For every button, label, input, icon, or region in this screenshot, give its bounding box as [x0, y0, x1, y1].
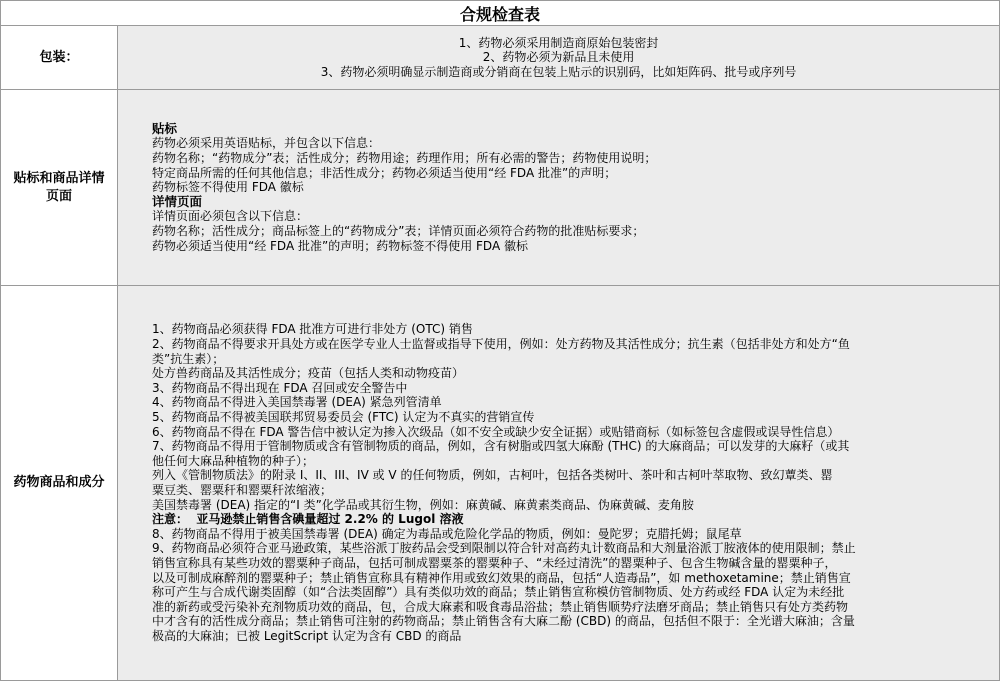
ingredients-line-4: 处方兽药商品及其活性成分；疫苗（包括人类和动物疫苗）	[152, 366, 465, 381]
ingredients-line-13: 美国禁毒署 (DEA) 指定的“I 类”化学品或其衍生物，例如：麻黄碱、麻黄素类商品、伪麻黄碱、麦角胺	[152, 497, 694, 512]
label-section-heading: 贴标	[152, 120, 178, 136]
ingredients-line-10: 他任何大麻品种植物的种子）；	[152, 453, 315, 468]
ingredients-line-1: 1、药物商品必须获得 FDA 批准方可进行非处方 (OTC) 销售	[152, 322, 473, 337]
ingredients-after-line-6: 准的新药或受污染补充剂物质功效的商品，包，合成大麻素和吸食毒品浴盐；禁止销售顺势疗法磨牙商品；禁止销售只有处方类药物	[152, 599, 849, 614]
label-line-3: 特定商品所需的任何其他信息；非活性成分；药物必须适当使用“经 FDA 批准”的声明；	[152, 165, 617, 180]
detail-line-2: 药物名称；活性成分；商品标签上的“药物成分”表；详情页面必须符合药物的批准贴标要求；	[152, 223, 645, 238]
packaging-row	[1, 26, 1000, 90]
label-line-2: 药物名称；“药物成分”表；活性成分；药物用途；药理作用；所有必需的警告；药物使用说明；	[152, 151, 657, 166]
ingredients-line-11: 列入《管制物质法》的附录 I、II、III、IV 或 V 的任何物质，例如，古柯叶，包括各类树叶、茶叶和古柯叶萃取物、致幻蕈类、罂	[152, 468, 833, 483]
ingredients-line-2: 2、药物商品不得要求开具处方或在医学专业人士监督或指导下使用，例如：处方药物及其活性成分；抗生素（包括非处方和处方“鱼	[152, 337, 850, 352]
ingredients-after-line-3: 销售宣称具有某些功效的罂粟种子商品，包括可制成罂粟茶的罂粟种子、“未经过清洗”的罂粟种子、包含生物碱含量的罂粟种子，	[152, 555, 837, 570]
labeling-label-line-1: 贴标和商品详情	[13, 170, 105, 186]
ingredients-note: 注意： 亚马逊禁止销售含碘量超过 2.2% 的 Lugol 溶液	[152, 512, 464, 527]
detail-line-3: 药物必须适当使用“经 FDA 批准”的声明；药物标签不得使用 FDA 徽标	[152, 238, 528, 253]
ingredients-after-line-2: 9、药物商品必须符合亚马逊政策，某些浴派丁胺药品会受到限制以符合针对高药丸计数商品和大剂量浴派丁胺液体的使用限制；禁止	[152, 541, 856, 556]
ingredients-line-5: 3、药物商品不得出现在 FDA 召回或安全警告中	[152, 380, 408, 395]
detail-line-1: 详情页面必须包含以下信息：	[152, 209, 309, 224]
packaging-content	[118, 26, 1000, 90]
label-line-1: 药物必须采用英语贴标，并包含以下信息：	[152, 136, 381, 151]
labeling-label	[1, 90, 118, 286]
labeling-content	[118, 90, 1000, 286]
ingredients-line-12: 粟豆类、罂粟秆和罂粟秆浓缩液；	[152, 483, 333, 497]
ingredients-line-7: 5、药物商品不得被美国联邦贸易委员会 (FTC) 认定为不真实的营销宣传	[152, 410, 535, 425]
ingredients-content	[118, 286, 1000, 681]
ingredients-after-line-1: 8、药物商品不得用于被美国禁毒署 (DEA) 确定为毒品或危险化学品的物质，例如：曼陀罗；克腊托姆；鼠尾草	[152, 526, 742, 541]
title-row	[1, 1, 1000, 26]
ingredients-line-8: 6、药物商品不得在 FDA 警告信中被认定为掺入次级品（如不安全或缺少安全证据）或贴错商标（如标签包含虚假或误导性信息）	[152, 424, 840, 439]
detail-section-heading: 详情页面	[152, 193, 203, 209]
ingredients-line-6: 4、药物商品不得进入美国禁毒署 (DEA) 紧急列管清单	[152, 395, 442, 410]
ingredients-row	[1, 286, 1000, 681]
ingredients-after-line-5: 称可产生与合成代谢类固醇（如“合法类固醇”）具有类似功效的商品；禁止销售宣称模仿管制物质、处方药或经 FDA 认定为未经批	[152, 585, 845, 600]
packaging-line-1: 1、药物必须采用制造商原始包装密封	[458, 35, 659, 50]
ingredients-line-3: 类”抗生素）；	[152, 351, 225, 366]
table-title: 合规检查表	[1, 1, 1000, 26]
ingredients-after-line-7: 中才含有的活性成分商品；禁止销售可注射的药物商品；禁止销售含有大麻二酚 (CBD) 的商品，包括但不限于：全光谱大麻油；含量	[152, 614, 855, 629]
ingredients-line-9: 7、药物商品不得用于管制物质或含有管制物质的商品，例如，含有树脂或四氢大麻酚 (THC) 的大麻商品；可以发芽的大麻籽（或其	[152, 439, 850, 454]
labeling-label-line-2: 页面	[45, 188, 72, 204]
ingredients-after-line-8: 极高的大麻油；已被 LegitScript 认定为含有 CBD 的商品	[152, 628, 462, 643]
labeling-row	[1, 90, 1000, 286]
packaging-line-3: 3、药物必须明确显示制造商或分销商在包装上贴示的识别码，比如矩阵码、批号或序列号	[320, 64, 797, 79]
ingredients-label: 药物商品和成分	[1, 286, 118, 681]
label-line-4: 药物标签不得使用 FDA 徽标	[152, 180, 304, 195]
packaging-label: 包装：	[1, 26, 118, 90]
packaging-line-2: 2、药物必须为新品且未使用	[482, 50, 635, 65]
ingredients-after-line-4: 以及可制成麻醉剂的罂粟种子；禁止销售宣称具有精神作用或致幻效果的商品，包括“人造毒品”，如 methoxetamine；禁止销售宣	[152, 570, 851, 585]
